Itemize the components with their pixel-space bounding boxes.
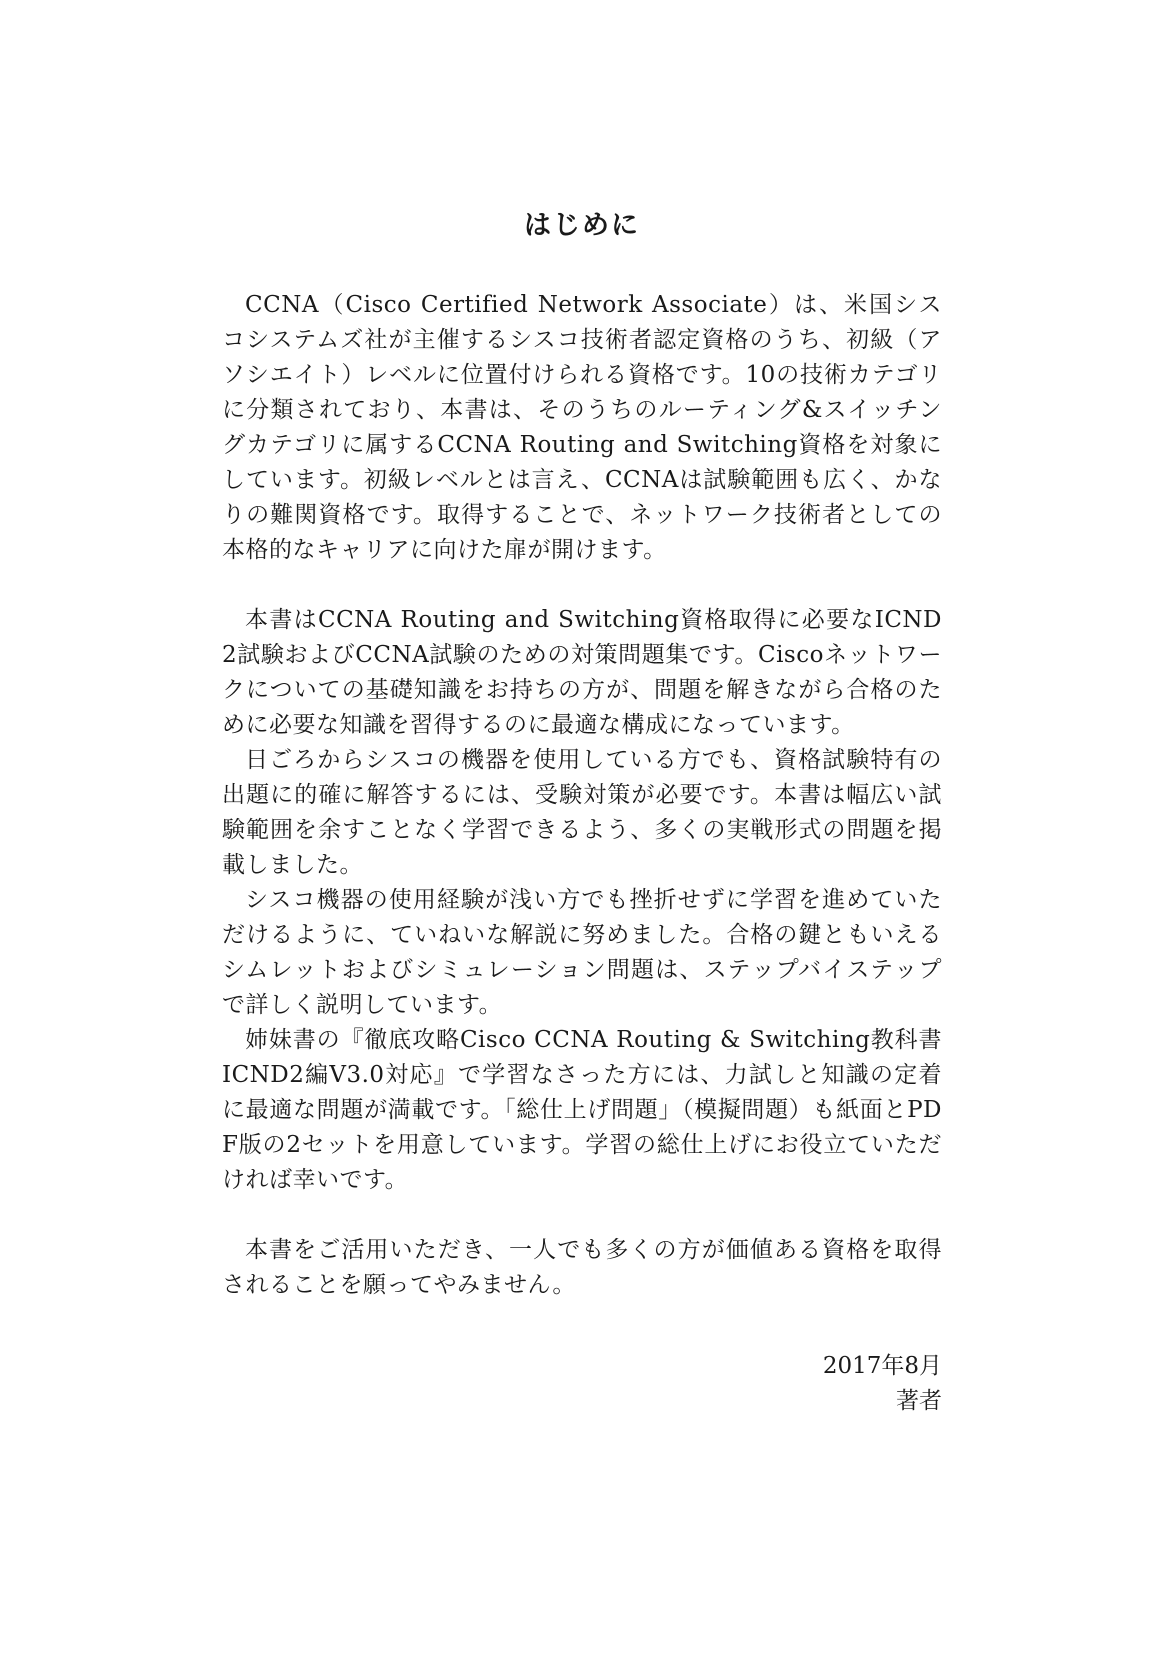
signature-block	[222, 1349, 942, 1419]
signature-author: 著者	[896, 1388, 942, 1415]
preface-page	[222, 210, 942, 1419]
paragraph-exam-prep: 日ごろからシスコの機器を使用している方でも、資格試験特有の出題に的確に解答するには、受験対策が必要です。本書は幅広い試験範囲を余すことなく学習できるよう、多くの実戦形式の問題を掲載しました。	[222, 747, 942, 879]
paragraph-intro-ccna: CCNA（Cisco Certified Network Associate）は、米国シスコシステムズ社が主催するシスコ技術者認定資格のうち、初級（アソシエイト）レベルに位置付けられる資格です。10の技術カテゴリに分類されており、本書は、そのうちのルーティング&スイッチングカテゴリに属するCCNA Routing and Switching資格を対象にしています。初級レベルとは言え、CCNAは試験範囲も広く、かなりの難関資格です。取得することで、ネットワーク技術者としての本格的なキャリアに向けた扉が開けます。	[222, 292, 942, 564]
paragraph-closing: 本書をご活用いただき、一人でも多くの方が価値ある資格を取得されることを願ってやみません。	[222, 1237, 942, 1299]
paragraph-gap	[222, 568, 942, 603]
paragraph-book-purpose: 本書はCCNA Routing and Switching資格取得に必要なICND2試験およびCCNA試験のための対策問題集です。Ciscoネットワークについての基礎知識をお持ちの方が、問題を解きながら合格のために必要な知識を習得するのに最適な構成になっています。	[222, 607, 942, 739]
paragraph-explanations: シスコ機器の使用経験が浅い方でも挫折せずに学習を進めていただけるように、ていねいな解説に努めました。合格の鍵ともいえるシムレットおよびシミュレーション問題は、ステップバイステップで詳しく説明しています。	[222, 887, 942, 1019]
paragraph-sister-book: 姉妹書の『徹底攻略Cisco CCNA Routing & Switching教科書ICND2編V3.0対応』で学習なさった方には、力試しと知識の定着に最適な問題が満載です。「総仕上げ問題」（模擬問題）も紙面とPDF版の2セットを用意しています。学習の総仕上げにお役立ていただければ幸いです。	[222, 1027, 942, 1194]
signature-date: 2017年8月	[822, 1353, 942, 1380]
page-title: はじめに	[524, 210, 640, 241]
paragraph-gap	[222, 1198, 942, 1233]
